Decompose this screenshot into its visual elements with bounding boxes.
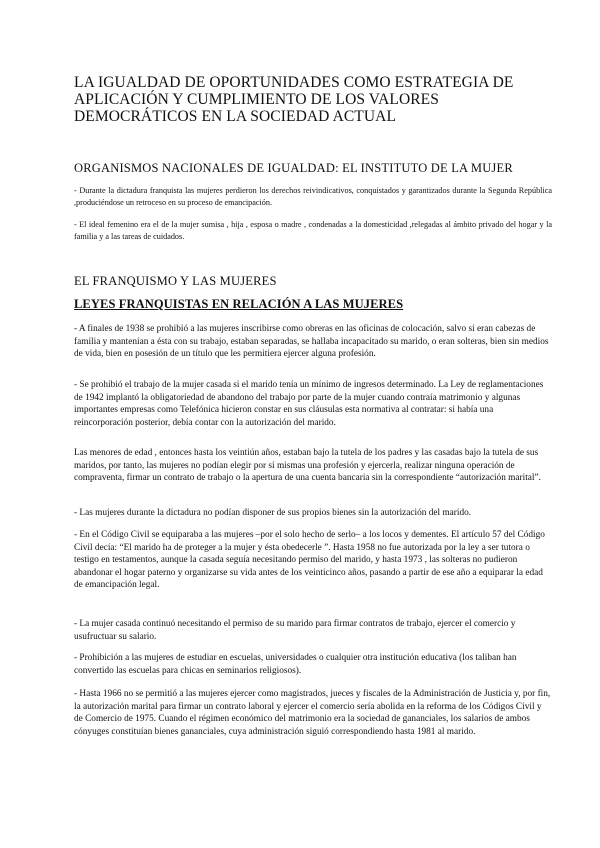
section-heading-franquismo: EL FRANQUISMO Y LAS MUJERES <box>74 274 277 288</box>
paragraph-1966: - Hasta 1966 no se permitió a las mujeres ejercer como magistrados, jueces y fiscales de la Administración de Justicia y, por fin, la autorización marital para firmar un contrato laboral y ejercer el comercio sería abolida en la reforma de los Códigos Civil y de Comercio de 1975. Cuando el régimen económico del matrimonio era la sociedad de gananciales, los salarios de ambos cónyuges constituían bienes gananciales, cuya administración siguió correspondiendo hasta 1981 al marido. <box>74 689 551 737</box>
paragraph-bienes: - Las mujeres durante la dictadura no podían disponer de sus propios bienes sin la autorización del marido. <box>74 508 472 518</box>
paragraph-codigo-civil: - En el Código Civil se equiparaba a las mujeres –por el solo hecho de serlo– a los locos y dementes. El artículo 57 del Código Civil decía: “El marido ha de proteger a la mujer y ésta obedecerle ”. Hasta 1958 no fue autorizada por la ley a ser tutora o testigo en testamentos, aunque la casada seguía necesitando permiso del marido, y hasta 1973 , las solteras no pudieron abandonar el hogar paterno y organizarse su vida antes de los veinticinco años, pasando a partir de ese año a equiparar la edad de emancipación legal. <box>74 530 545 591</box>
paragraph-trabajo-casada: - Se prohibió el trabajo de la mujer casada si el marido tenía un mínimo de ingresos determinado. La Ley de reglamentaciones de 1942 implantó la obligatoriedad de abandono del trabajo por parte de la mujer cuando contraía matrimonio y algunas importantes empresas como Telefónica hicieron constar en sus cláusulas esta normativa al contratar: si había una reincorporación posterior, debía contar con la autorización del marido. <box>74 380 544 428</box>
section-heading-organismos: ORGANISMOS NACIONALES DE IGUALDAD: EL INSTITUTO DE LA MUJER <box>74 161 513 175</box>
paragraph-menores-edad: Las menores de edad , entonces hasta los veintiún años, estaban bajo la tutela de los padres y las casadas bajo la tutela de sus maridos, por tanto, las mujeres no podían elegir por sí mismas una profesión y ejercerla, realizar ninguna operación de compraventa, firmar un contrato de trabajo o la apertura de una cuenta bancaria sin la correspondiente “autorización marital”. <box>74 448 541 484</box>
paragraph-mujer-casada: - La mujer casada continuó necesitando el permiso de su marido para firmar contratos de trabajo, ejercer el comercio y usufructuar su salario. <box>74 619 516 642</box>
paragraph-ideal-femenino: - El ideal femenino era el de la mujer sumisa , hija , esposa o madre , condenadas a la domesticidad ,relegadas al ámbito privado del hogar y la familia y a las tareas de cuidados. <box>74 220 552 241</box>
paragraph-prohibicion-estudiar: - Prohibición a las mujeres de estudiar en escuelas, universidades o cualquier otra institución educativa (los taliban han convertido las escuelas para chicas en seminarios religiosos). <box>74 653 517 676</box>
subheading-leyes-franquistas: LEYES FRANQUISTAS EN RELACIÓN A LAS MUJERES <box>74 297 404 311</box>
paragraph-1938: - A finales de 1938 se prohibió a las mujeres inscribirse como obreras en las oficinas de colocación, salvo si eran cabezas de familia y mantenían a ésta con su trabajo, estaban separadas, se hallaba incapacitado su marido, o eran solteras, bien sin medios de vida, bien en posesión de un título que les permitiera ejercer alguna profesión. <box>74 324 549 360</box>
document-title: LA IGUALDAD DE OPORTUNIDADES COMO ESTRATEGIA DE APLICACIÓN Y CUMPLIMIENTO DE LOS VALORES DEMOCRÁTICOS EN LA SOCIEDAD ACTUAL <box>74 74 514 125</box>
paragraph-dictadura: - Durante la dictadura franquista las mujeres perdieron los derechos reivindicativos, conquistados y garantizados durante la Segunda República ,produciéndose un retroceso en su proceso de emancipación. <box>74 186 552 207</box>
